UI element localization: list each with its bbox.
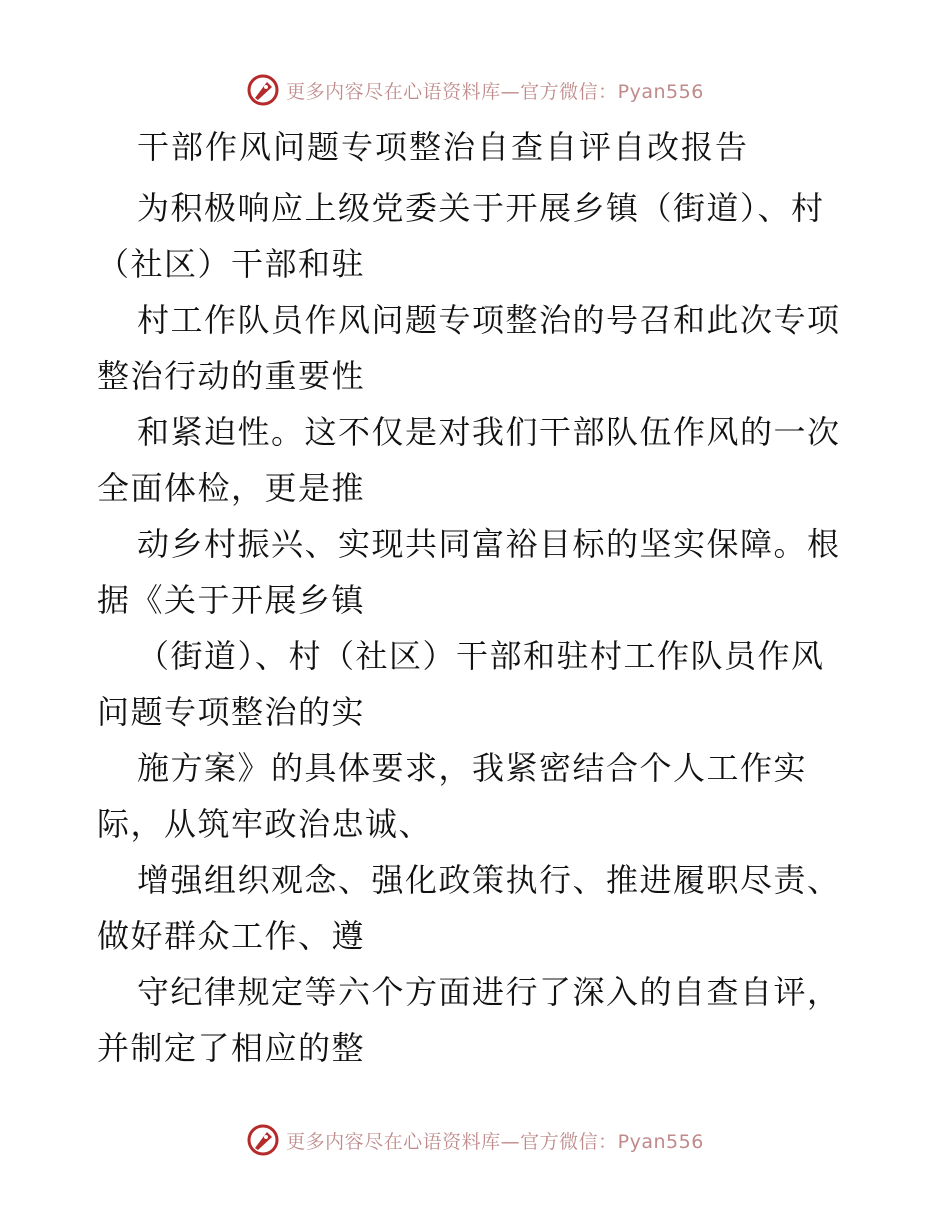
paragraph-line: 并制定了相应的整 [97,1029,366,1067]
header-banner [0,70,950,110]
footer-banner-text: 更多内容尽在心语资料库—官方微信：Pyan556 [286,1130,704,1153]
paragraph [97,180,857,292]
pen-nib-logo-icon [246,73,280,107]
paragraph-line: 整治行动的重要性 [97,357,366,395]
paragraph-line: 施方案》的具体要求，我紧密结合个人工作实 [137,749,808,787]
header-banner-text: 更多内容尽在心语资料库—官方微信：Pyan556 [286,80,704,103]
document-title: 干部作风问题专项整治自查自评自改报告 [137,128,750,166]
paragraph-line: 据《关于开展乡镇 [97,581,366,619]
paragraph-line: （社区）干部和驻 [97,245,366,283]
paragraph-line: 为积极响应上级党委关于开展乡镇（街道）、村 [137,189,825,227]
paragraph [97,516,857,628]
document-body [97,180,857,1076]
paragraph [97,964,857,1076]
footer-banner [0,1120,950,1160]
paragraph-line: 问题专项整治的实 [97,693,366,731]
paragraph [97,740,857,852]
paragraph-line: （街道）、村（社区）干部和驻村工作队员作风 [137,637,825,675]
paragraph-line: 守纪律规定等六个方面进行了深入的自查自评， [137,973,841,1011]
paragraph-line: 际，从筑牢政治忠诚、 [97,805,433,843]
paragraph [97,628,857,740]
pen-nib-logo-icon [246,1123,280,1157]
paragraph-line: 增强组织观念、强化政策执行、推进履职尽责、 [137,861,841,899]
paragraph-line: 和紧迫性。这不仅是对我们干部队伍作风的一次 [137,413,841,451]
paragraph-line: 村工作队员作风问题专项整治的号召和此次专项 [137,301,841,339]
paragraph-line: 全面体检，更是推 [97,469,366,507]
paragraph [97,852,857,964]
paragraph [97,292,857,404]
paragraph-line: 动乡村振兴、实现共同富裕目标的坚实保障。根 [137,525,841,563]
paragraph-line: 做好群众工作、遵 [97,917,366,955]
paragraph [97,404,857,516]
